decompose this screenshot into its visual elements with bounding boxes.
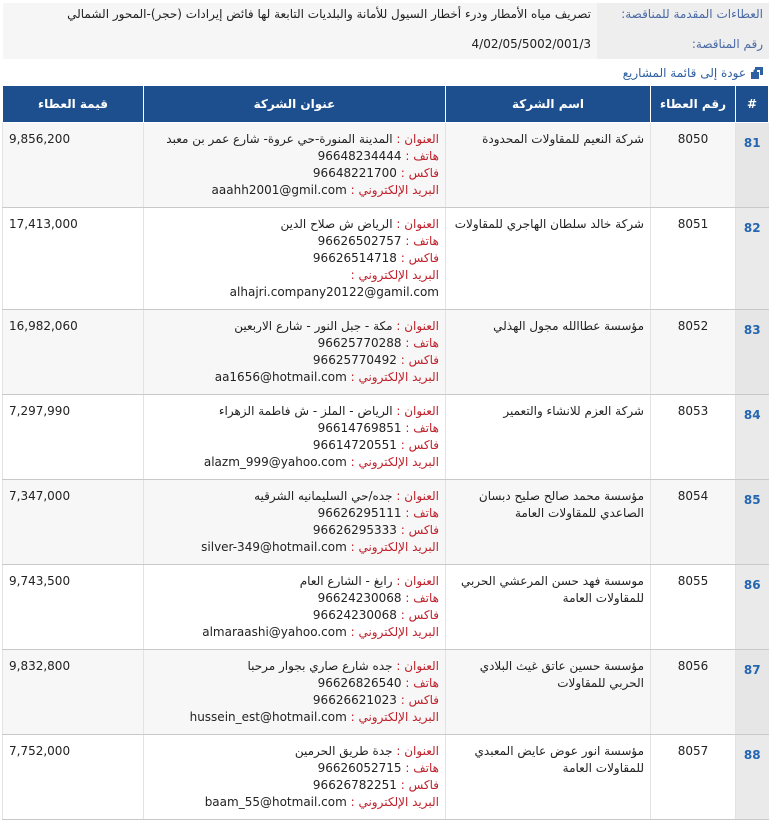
back-link-label: عودة إلى قائمة المشاريع [622,66,746,80]
table-row [3,310,769,395]
fax-label: فاكس : [400,523,439,537]
email-label: البريد الإلكتروني : [350,795,439,809]
row-index-link[interactable]: 81 [736,123,769,208]
bid-value: 9,743,500 [3,565,144,650]
fax-value: 96626514718 [312,251,397,265]
company-address [144,395,446,480]
tender-info [3,3,769,59]
phone-value: 96614769851 [317,421,402,435]
address-fax-line [150,250,439,267]
address-address-line [150,573,439,590]
company-address [144,310,446,395]
table-row [3,565,769,650]
address-email-line [150,624,439,641]
phone-value: 96625770288 [317,336,402,350]
company-address [144,650,446,735]
company-name: مؤسسة حسين عاتق غيث البلادي الحربي للمقاولات [446,650,651,735]
row-index-link[interactable]: 83 [736,310,769,395]
address-fax-line [150,607,439,624]
fax-value: 96614720551 [312,438,397,452]
company-name: مؤسسة محمد صالح صليح دبسان الصاعدي للمقاولات العامة [446,480,651,565]
address-value: مكة - جبل النور - شارع الاربعين [234,319,393,333]
phone-label: هاتف : [405,591,439,605]
address-fax-line [150,522,439,539]
address-label: العنوان : [396,404,439,418]
phone-value: 96624230068 [317,591,402,605]
address-value: الرياض ش صلاح الدين [280,217,393,231]
table-header-row [3,86,769,123]
email-label: البريد الإلكتروني : [350,370,439,384]
address-value: رابغ - الشارع العام [299,574,393,588]
phone-value: 96648234444 [317,149,402,163]
bid-number: 8056 [651,650,736,735]
row-index-link[interactable]: 82 [736,208,769,310]
bid-number: 8054 [651,480,736,565]
address-phone-line [150,335,439,352]
email-value: silver-349@hotmail.com [201,540,347,554]
address-fax-line [150,692,439,709]
email-value: almaraashi@yahoo.com [202,625,347,639]
tender-number-label: رقم المناقصة: [597,33,769,59]
company-name: موسسة فهد حسن المرعشي الحربي للمقاولات العامة [446,565,651,650]
fax-value: 96626295333 [312,523,397,537]
address-address-line [150,658,439,675]
address-phone-line [150,233,439,250]
fax-label: فاكس : [400,608,439,622]
phone-label: هاتف : [405,336,439,350]
phone-label: هاتف : [405,149,439,163]
company-name: شركة خالد سلطان الهاجري للمقاولات [446,208,651,310]
table-row [3,735,769,820]
email-label: البريد الإلكتروني : [350,455,439,469]
address-fax-line [150,352,439,369]
fax-label: فاكس : [400,778,439,792]
back-arrow-icon [750,66,764,80]
back-to-projects-link[interactable] [0,63,764,83]
address-label: العنوان : [396,489,439,503]
table-row [3,395,769,480]
fax-value: 96624230068 [312,608,397,622]
fax-label: فاكس : [400,353,439,367]
fax-label: فاكس : [400,166,439,180]
address-address-line [150,403,439,420]
tender-number: 4/02/05/5002/001/3 [3,33,597,59]
address-email-line [150,709,439,726]
address-fax-line [150,165,439,182]
fax-label: فاكس : [400,693,439,707]
bids-table [2,85,769,820]
address-label: العنوان : [396,319,439,333]
table-row [3,650,769,735]
address-value: جدة طريق الحرمين [294,744,393,758]
address-value: جده/حي السليمانيه الشرقيه [254,489,393,503]
email-label: البريد الإلكتروني : [350,268,439,282]
bid-number: 8053 [651,395,736,480]
email-label: البريد الإلكتروني : [350,625,439,639]
address-label: العنوان : [396,574,439,588]
address-address-line [150,216,439,233]
email-value: alazm_999@yahoo.com [203,455,347,469]
email-value: baam_55@hotmail.com [204,795,347,809]
phone-value: 96626826540 [317,676,402,690]
bid-value: 7,297,990 [3,395,144,480]
company-address [144,208,446,310]
col-index[interactable]: # [736,86,769,123]
address-fax-line [150,777,439,794]
company-name: شركة العزم للانشاء والتعمير [446,395,651,480]
email-label: البريد الإلكتروني : [350,540,439,554]
email-value: aa1656@hotmail.com [214,370,347,384]
fax-value: 96625770492 [312,353,397,367]
bid-value: 17,413,000 [3,208,144,310]
address-phone-line [150,675,439,692]
address-address-line [150,318,439,335]
bid-value: 7,347,000 [3,480,144,565]
phone-label: هاتف : [405,234,439,248]
col-value[interactable]: قيمة العطاء [3,86,144,123]
fax-value: 96648221700 [312,166,397,180]
fax-label: فاكس : [400,251,439,265]
bid-number: 8051 [651,208,736,310]
phone-value: 96626502757 [317,234,402,248]
address-phone-line [150,148,439,165]
email-value: alhajri.company20122@gamil.com [229,285,439,299]
phone-label: هاتف : [405,761,439,775]
bid-number: 8052 [651,310,736,395]
table-row [3,123,769,208]
row-index-link[interactable]: 88 [736,735,769,820]
bid-value: 9,832,800 [3,650,144,735]
company-name: مؤسسة عطاالله مجول الهذلي [446,310,651,395]
table-row [3,208,769,310]
tender-label: العطاءات المقدمة للمناقصة: [597,3,769,33]
row-index-link[interactable]: 85 [736,480,769,565]
email-value: aaahh2001@gmil.com [211,183,347,197]
fax-value: 96626782251 [312,778,397,792]
bid-value: 9,856,200 [3,123,144,208]
phone-label: هاتف : [405,421,439,435]
col-bid-no[interactable]: رقم العطاء [651,86,736,123]
bid-value: 16,982,060 [3,310,144,395]
company-address [144,735,446,820]
address-label: العنوان : [396,217,439,231]
address-email-line [150,369,439,386]
address-phone-line [150,420,439,437]
col-company[interactable]: اسم الشركة [446,86,651,123]
address-label: العنوان : [396,744,439,758]
company-name: شركة النعيم للمقاولات المحدودة [446,123,651,208]
address-fax-line [150,437,439,454]
address-email-line [150,182,439,199]
phone-value: 96626295111 [317,506,402,520]
col-address[interactable]: عنوان الشركة [144,86,446,123]
company-address [144,565,446,650]
fax-value: 96626621023 [312,693,397,707]
address-email-line [150,794,439,811]
address-address-line [150,131,439,148]
address-label: العنوان : [396,132,439,146]
bid-number: 8055 [651,565,736,650]
phone-label: هاتف : [405,676,439,690]
address-value: جده شارع صاري بجوار مرحبا [247,659,393,673]
address-phone-line [150,505,439,522]
table-row [3,480,769,565]
row-index-link[interactable]: 87 [736,650,769,735]
tender-name: تصريف مياه الأمطار ودرء أخطار السيول للأمانة والبلديات التابعة لها فائض إيرادات (حجر)-المحور الشمالي [3,3,597,33]
fax-label: فاكس : [400,438,439,452]
company-address [144,123,446,208]
address-email-line [150,267,439,301]
address-address-line [150,488,439,505]
bid-number: 8050 [651,123,736,208]
address-value: المدينة المنورة-حي عروة- شارع عمر بن معبد [166,132,393,146]
row-index-link[interactable]: 86 [736,565,769,650]
email-label: البريد الإلكتروني : [350,710,439,724]
email-value: hussein_est@hotmail.com [189,710,347,724]
address-address-line [150,743,439,760]
address-value: الرياض - الملز - ش فاطمة الزهراء [218,404,393,418]
bid-number: 8057 [651,735,736,820]
address-phone-line [150,760,439,777]
bid-value: 7,752,000 [3,735,144,820]
row-index-link[interactable]: 84 [736,395,769,480]
address-email-line [150,454,439,471]
address-phone-line [150,590,439,607]
company-name: مؤسسة انور عوض عايض المعبدي للمقاولات العامة [446,735,651,820]
address-email-line [150,539,439,556]
address-label: العنوان : [396,659,439,673]
phone-label: هاتف : [405,506,439,520]
company-address [144,480,446,565]
phone-value: 96626052715 [317,761,402,775]
email-label: البريد الإلكتروني : [350,183,439,197]
